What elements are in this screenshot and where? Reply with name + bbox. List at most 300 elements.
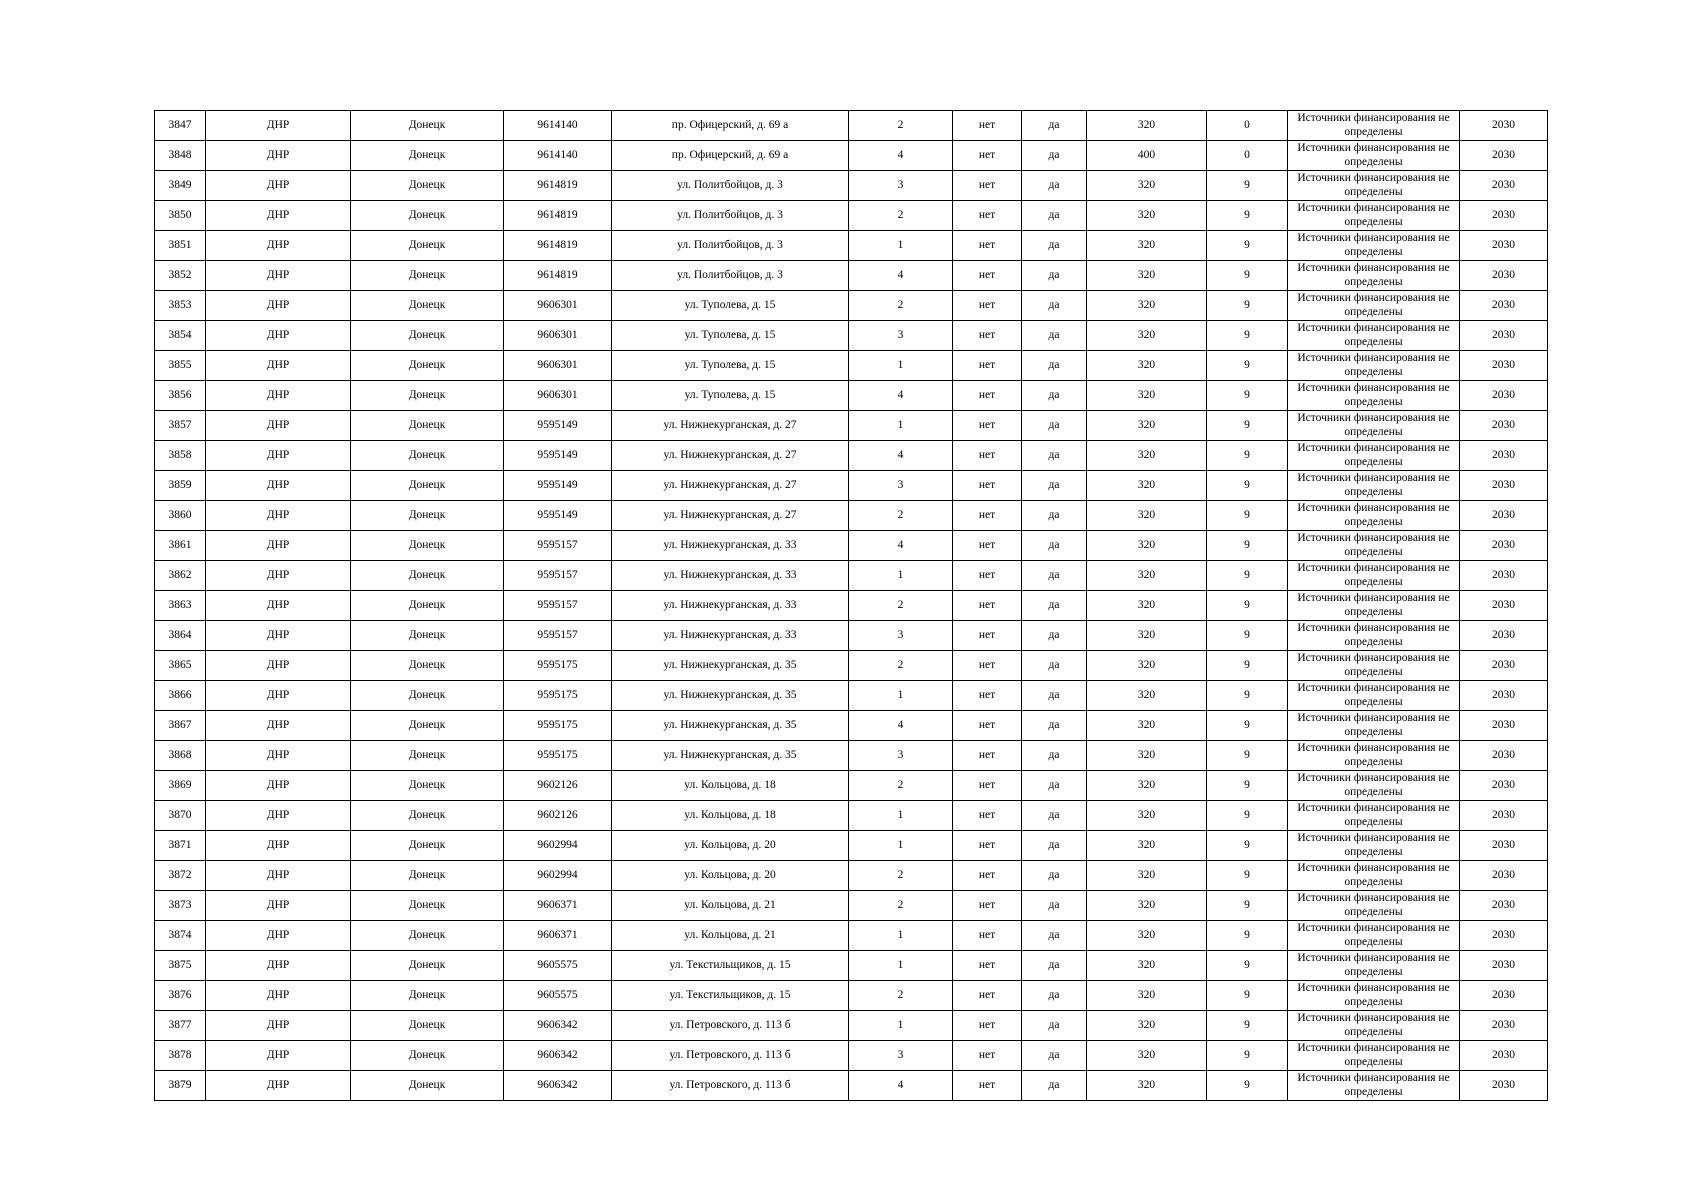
code-cell: 9606301 xyxy=(504,291,612,321)
table-row xyxy=(155,771,1548,801)
flag-cell: да xyxy=(1022,801,1087,831)
flag-cell: да xyxy=(1022,621,1087,651)
table-row xyxy=(155,1041,1548,1071)
region-cell: ДНР xyxy=(206,381,351,411)
value-cell: 9 xyxy=(1207,951,1288,981)
row-number-cell: 3851 xyxy=(155,231,206,261)
address-cell: ул. Текстильщиков, д. 15 xyxy=(612,981,849,1011)
flag-cell: да xyxy=(1022,891,1087,921)
region-cell: ДНР xyxy=(206,261,351,291)
flag-cell: нет xyxy=(953,861,1022,891)
value-cell: 9 xyxy=(1207,1011,1288,1041)
row-number-cell: 3859 xyxy=(155,471,206,501)
funding-source-cell: Источники финансирования не определены xyxy=(1288,651,1460,681)
value-cell: 320 xyxy=(1087,981,1207,1011)
value-cell: 320 xyxy=(1087,111,1207,141)
region-cell: ДНР xyxy=(206,111,351,141)
region-cell: ДНР xyxy=(206,321,351,351)
city-cell: Донецк xyxy=(351,1011,504,1041)
year-cell: 2030 xyxy=(1460,411,1548,441)
value-cell: 9 xyxy=(1207,711,1288,741)
flag-cell: да xyxy=(1022,411,1087,441)
value-cell: 9 xyxy=(1207,351,1288,381)
value-cell: 320 xyxy=(1087,441,1207,471)
flag-cell: да xyxy=(1022,351,1087,381)
city-cell: Донецк xyxy=(351,951,504,981)
region-cell: ДНР xyxy=(206,561,351,591)
city-cell: Донецк xyxy=(351,291,504,321)
year-cell: 2030 xyxy=(1460,441,1548,471)
table-row xyxy=(155,261,1548,291)
flag-cell: да xyxy=(1022,111,1087,141)
city-cell: Донецк xyxy=(351,501,504,531)
region-cell: ДНР xyxy=(206,171,351,201)
table-row xyxy=(155,381,1548,411)
code-cell: 9595175 xyxy=(504,711,612,741)
value-cell: 320 xyxy=(1087,471,1207,501)
flag-cell: нет xyxy=(953,651,1022,681)
value-cell: 1 xyxy=(849,801,953,831)
value-cell: 1 xyxy=(849,561,953,591)
address-cell: ул. Нижнекурганская, д. 33 xyxy=(612,561,849,591)
table-row xyxy=(155,351,1548,381)
address-cell: ул. Кольцова, д. 18 xyxy=(612,771,849,801)
value-cell: 9 xyxy=(1207,591,1288,621)
funding-source-cell: Источники финансирования не определены xyxy=(1288,891,1460,921)
region-cell: ДНР xyxy=(206,231,351,261)
address-cell: ул. Нижнекурганская, д. 27 xyxy=(612,411,849,441)
code-cell: 9595149 xyxy=(504,471,612,501)
code-cell: 9595175 xyxy=(504,651,612,681)
row-number-cell: 3854 xyxy=(155,321,206,351)
code-cell: 9605575 xyxy=(504,951,612,981)
address-cell: ул. Нижнекурганская, д. 35 xyxy=(612,651,849,681)
value-cell: 320 xyxy=(1087,1011,1207,1041)
row-number-cell: 3856 xyxy=(155,381,206,411)
row-number-cell: 3866 xyxy=(155,681,206,711)
year-cell: 2030 xyxy=(1460,1071,1548,1101)
value-cell: 9 xyxy=(1207,831,1288,861)
value-cell: 4 xyxy=(849,441,953,471)
code-cell: 9595175 xyxy=(504,681,612,711)
value-cell: 9 xyxy=(1207,891,1288,921)
row-number-cell: 3850 xyxy=(155,201,206,231)
address-cell: ул. Туполева, д. 15 xyxy=(612,381,849,411)
row-number-cell: 3858 xyxy=(155,441,206,471)
year-cell: 2030 xyxy=(1460,1041,1548,1071)
table-row xyxy=(155,291,1548,321)
city-cell: Донецк xyxy=(351,921,504,951)
value-cell: 3 xyxy=(849,741,953,771)
year-cell: 2030 xyxy=(1460,111,1548,141)
code-cell: 9595157 xyxy=(504,621,612,651)
table-row xyxy=(155,321,1548,351)
value-cell: 320 xyxy=(1087,921,1207,951)
table-row xyxy=(155,501,1548,531)
value-cell: 320 xyxy=(1087,771,1207,801)
code-cell: 9614819 xyxy=(504,201,612,231)
city-cell: Донецк xyxy=(351,411,504,441)
flag-cell: нет xyxy=(953,831,1022,861)
flag-cell: да xyxy=(1022,261,1087,291)
flag-cell: нет xyxy=(953,921,1022,951)
code-cell: 9602994 xyxy=(504,861,612,891)
value-cell: 9 xyxy=(1207,321,1288,351)
flag-cell: нет xyxy=(953,381,1022,411)
flag-cell: нет xyxy=(953,111,1022,141)
funding-source-cell: Источники финансирования не определены xyxy=(1288,1041,1460,1071)
address-cell: ул. Политбойцов, д. 3 xyxy=(612,171,849,201)
region-cell: ДНР xyxy=(206,861,351,891)
funding-source-cell: Источники финансирования не определены xyxy=(1288,381,1460,411)
address-cell: ул. Нижнекурганская, д. 27 xyxy=(612,501,849,531)
year-cell: 2030 xyxy=(1460,591,1548,621)
flag-cell: нет xyxy=(953,1011,1022,1041)
row-number-cell: 3865 xyxy=(155,651,206,681)
flag-cell: нет xyxy=(953,981,1022,1011)
year-cell: 2030 xyxy=(1460,381,1548,411)
value-cell: 9 xyxy=(1207,981,1288,1011)
flag-cell: нет xyxy=(953,621,1022,651)
value-cell: 320 xyxy=(1087,801,1207,831)
code-cell: 9606301 xyxy=(504,381,612,411)
region-cell: ДНР xyxy=(206,531,351,561)
value-cell: 1 xyxy=(849,681,953,711)
flag-cell: нет xyxy=(953,441,1022,471)
region-cell: ДНР xyxy=(206,291,351,321)
flag-cell: нет xyxy=(953,711,1022,741)
city-cell: Донецк xyxy=(351,831,504,861)
value-cell: 0 xyxy=(1207,141,1288,171)
row-number-cell: 3870 xyxy=(155,801,206,831)
funding-source-cell: Источники финансирования не определены xyxy=(1288,411,1460,441)
value-cell: 320 xyxy=(1087,231,1207,261)
code-cell: 9595175 xyxy=(504,741,612,771)
year-cell: 2030 xyxy=(1460,921,1548,951)
funding-source-cell: Источники финансирования не определены xyxy=(1288,921,1460,951)
funding-source-cell: Источники финансирования не определены xyxy=(1288,141,1460,171)
region-cell: ДНР xyxy=(206,711,351,741)
region-cell: ДНР xyxy=(206,951,351,981)
funding-source-cell: Источники финансирования не определены xyxy=(1288,621,1460,651)
region-cell: ДНР xyxy=(206,651,351,681)
flag-cell: нет xyxy=(953,561,1022,591)
code-cell: 9602126 xyxy=(504,801,612,831)
address-cell: ул. Нижнекурганская, д. 27 xyxy=(612,471,849,501)
flag-cell: нет xyxy=(953,471,1022,501)
flag-cell: нет xyxy=(953,531,1022,561)
value-cell: 9 xyxy=(1207,1041,1288,1071)
code-cell: 9606342 xyxy=(504,1041,612,1071)
table-row xyxy=(155,591,1548,621)
code-cell: 9606301 xyxy=(504,351,612,381)
region-cell: ДНР xyxy=(206,771,351,801)
region-cell: ДНР xyxy=(206,141,351,171)
flag-cell: да xyxy=(1022,141,1087,171)
city-cell: Донецк xyxy=(351,621,504,651)
row-number-cell: 3863 xyxy=(155,591,206,621)
table-body xyxy=(155,111,1548,1101)
flag-cell: да xyxy=(1022,381,1087,411)
flag-cell: нет xyxy=(953,171,1022,201)
region-cell: ДНР xyxy=(206,681,351,711)
value-cell: 3 xyxy=(849,171,953,201)
funding-source-cell: Источники финансирования не определены xyxy=(1288,441,1460,471)
year-cell: 2030 xyxy=(1460,171,1548,201)
code-cell: 9605575 xyxy=(504,981,612,1011)
code-cell: 9614819 xyxy=(504,171,612,201)
year-cell: 2030 xyxy=(1460,951,1548,981)
value-cell: 2 xyxy=(849,111,953,141)
address-cell: ул. Текстильщиков, д. 15 xyxy=(612,951,849,981)
table-row xyxy=(155,231,1548,261)
address-cell: ул. Петровского, д. 113 б xyxy=(612,1041,849,1071)
funding-source-cell: Источники финансирования не определены xyxy=(1288,171,1460,201)
code-cell: 9606301 xyxy=(504,321,612,351)
address-cell: ул. Кольцова, д. 21 xyxy=(612,921,849,951)
city-cell: Донецк xyxy=(351,231,504,261)
value-cell: 2 xyxy=(849,501,953,531)
table-row xyxy=(155,741,1548,771)
value-cell: 320 xyxy=(1087,1071,1207,1101)
address-cell: ул. Нижнекурганская, д. 33 xyxy=(612,531,849,561)
row-number-cell: 3868 xyxy=(155,741,206,771)
city-cell: Донецк xyxy=(351,441,504,471)
value-cell: 2 xyxy=(849,891,953,921)
region-cell: ДНР xyxy=(206,981,351,1011)
flag-cell: да xyxy=(1022,831,1087,861)
value-cell: 320 xyxy=(1087,171,1207,201)
row-number-cell: 3871 xyxy=(155,831,206,861)
value-cell: 320 xyxy=(1087,411,1207,441)
value-cell: 9 xyxy=(1207,741,1288,771)
row-number-cell: 3855 xyxy=(155,351,206,381)
city-cell: Донецк xyxy=(351,771,504,801)
region-cell: ДНР xyxy=(206,1041,351,1071)
table-row xyxy=(155,981,1548,1011)
row-number-cell: 3849 xyxy=(155,171,206,201)
value-cell: 320 xyxy=(1087,351,1207,381)
city-cell: Донецк xyxy=(351,261,504,291)
address-cell: ул. Кольцова, д. 21 xyxy=(612,891,849,921)
value-cell: 320 xyxy=(1087,261,1207,291)
flag-cell: да xyxy=(1022,591,1087,621)
value-cell: 1 xyxy=(849,351,953,381)
flag-cell: да xyxy=(1022,1011,1087,1041)
region-cell: ДНР xyxy=(206,1071,351,1101)
region-cell: ДНР xyxy=(206,1011,351,1041)
value-cell: 320 xyxy=(1087,1041,1207,1071)
funding-source-cell: Источники финансирования не определены xyxy=(1288,801,1460,831)
value-cell: 320 xyxy=(1087,501,1207,531)
value-cell: 3 xyxy=(849,321,953,351)
row-number-cell: 3872 xyxy=(155,861,206,891)
flag-cell: нет xyxy=(953,321,1022,351)
address-cell: ул. Кольцова, д. 20 xyxy=(612,831,849,861)
value-cell: 4 xyxy=(849,1071,953,1101)
flag-cell: нет xyxy=(953,591,1022,621)
address-cell: ул. Петровского, д. 113 б xyxy=(612,1011,849,1041)
row-number-cell: 3869 xyxy=(155,771,206,801)
value-cell: 1 xyxy=(849,231,953,261)
value-cell: 3 xyxy=(849,1041,953,1071)
value-cell: 1 xyxy=(849,831,953,861)
region-cell: ДНР xyxy=(206,411,351,441)
flag-cell: нет xyxy=(953,261,1022,291)
value-cell: 320 xyxy=(1087,951,1207,981)
address-cell: ул. Нижнекурганская, д. 33 xyxy=(612,621,849,651)
row-number-cell: 3873 xyxy=(155,891,206,921)
year-cell: 2030 xyxy=(1460,531,1548,561)
address-cell: пр. Офицерский, д. 69 а xyxy=(612,141,849,171)
address-cell: ул. Нижнекурганская, д. 27 xyxy=(612,441,849,471)
year-cell: 2030 xyxy=(1460,981,1548,1011)
flag-cell: нет xyxy=(953,501,1022,531)
flag-cell: нет xyxy=(953,741,1022,771)
value-cell: 4 xyxy=(849,261,953,291)
region-cell: ДНР xyxy=(206,621,351,651)
value-cell: 1 xyxy=(849,1011,953,1041)
table-row xyxy=(155,141,1548,171)
year-cell: 2030 xyxy=(1460,1011,1548,1041)
region-cell: ДНР xyxy=(206,441,351,471)
year-cell: 2030 xyxy=(1460,471,1548,501)
table-row xyxy=(155,711,1548,741)
flag-cell: да xyxy=(1022,201,1087,231)
table-row xyxy=(155,561,1548,591)
address-cell: ул. Нижнекурганская, д. 35 xyxy=(612,681,849,711)
flag-cell: нет xyxy=(953,231,1022,261)
value-cell: 2 xyxy=(849,291,953,321)
code-cell: 9595149 xyxy=(504,441,612,471)
year-cell: 2030 xyxy=(1460,351,1548,381)
year-cell: 2030 xyxy=(1460,561,1548,591)
code-cell: 9595149 xyxy=(504,411,612,441)
flag-cell: да xyxy=(1022,1041,1087,1071)
table-row xyxy=(155,951,1548,981)
row-number-cell: 3877 xyxy=(155,1011,206,1041)
row-number-cell: 3876 xyxy=(155,981,206,1011)
city-cell: Донецк xyxy=(351,201,504,231)
value-cell: 2 xyxy=(849,591,953,621)
funding-source-cell: Источники финансирования не определены xyxy=(1288,291,1460,321)
year-cell: 2030 xyxy=(1460,231,1548,261)
city-cell: Донецк xyxy=(351,1041,504,1071)
funding-source-cell: Источники финансирования не определены xyxy=(1288,201,1460,231)
flag-cell: да xyxy=(1022,531,1087,561)
city-cell: Донецк xyxy=(351,111,504,141)
flag-cell: да xyxy=(1022,921,1087,951)
city-cell: Донецк xyxy=(351,171,504,201)
address-cell: ул. Нижнекурганская, д. 35 xyxy=(612,711,849,741)
year-cell: 2030 xyxy=(1460,801,1548,831)
city-cell: Донецк xyxy=(351,741,504,771)
table-row xyxy=(155,621,1548,651)
row-number-cell: 3874 xyxy=(155,921,206,951)
funding-source-cell: Источники финансирования не определены xyxy=(1288,771,1460,801)
code-cell: 9595157 xyxy=(504,531,612,561)
value-cell: 1 xyxy=(849,951,953,981)
value-cell: 9 xyxy=(1207,771,1288,801)
address-cell: ул. Политбойцов, д. 3 xyxy=(612,261,849,291)
value-cell: 1 xyxy=(849,921,953,951)
value-cell: 9 xyxy=(1207,651,1288,681)
flag-cell: нет xyxy=(953,291,1022,321)
value-cell: 9 xyxy=(1207,681,1288,711)
value-cell: 320 xyxy=(1087,531,1207,561)
value-cell: 9 xyxy=(1207,291,1288,321)
table-row xyxy=(155,1071,1548,1101)
funding-source-cell: Источники финансирования не определены xyxy=(1288,351,1460,381)
code-cell: 9614140 xyxy=(504,141,612,171)
region-cell: ДНР xyxy=(206,801,351,831)
year-cell: 2030 xyxy=(1460,261,1548,291)
flag-cell: да xyxy=(1022,741,1087,771)
value-cell: 9 xyxy=(1207,231,1288,261)
region-cell: ДНР xyxy=(206,921,351,951)
funding-source-cell: Источники финансирования не определены xyxy=(1288,111,1460,141)
flag-cell: да xyxy=(1022,681,1087,711)
value-cell: 320 xyxy=(1087,861,1207,891)
flag-cell: да xyxy=(1022,981,1087,1011)
year-cell: 2030 xyxy=(1460,831,1548,861)
row-number-cell: 3862 xyxy=(155,561,206,591)
year-cell: 2030 xyxy=(1460,771,1548,801)
value-cell: 9 xyxy=(1207,801,1288,831)
code-cell: 9606342 xyxy=(504,1071,612,1101)
row-number-cell: 3864 xyxy=(155,621,206,651)
row-number-cell: 3853 xyxy=(155,291,206,321)
table-row xyxy=(155,201,1548,231)
address-cell: ул. Петровского, д. 113 б xyxy=(612,1071,849,1101)
row-number-cell: 3860 xyxy=(155,501,206,531)
flag-cell: да xyxy=(1022,711,1087,741)
table-row xyxy=(155,171,1548,201)
flag-cell: нет xyxy=(953,891,1022,921)
table-row xyxy=(155,831,1548,861)
value-cell: 9 xyxy=(1207,531,1288,561)
value-cell: 3 xyxy=(849,471,953,501)
flag-cell: нет xyxy=(953,1041,1022,1071)
address-cell: ул. Туполева, д. 15 xyxy=(612,321,849,351)
address-cell: ул. Нижнекурганская, д. 33 xyxy=(612,591,849,621)
address-cell: ул. Кольцова, д. 18 xyxy=(612,801,849,831)
year-cell: 2030 xyxy=(1460,741,1548,771)
value-cell: 4 xyxy=(849,711,953,741)
city-cell: Донецк xyxy=(351,1071,504,1101)
code-cell: 9606342 xyxy=(504,1011,612,1041)
flag-cell: нет xyxy=(953,771,1022,801)
value-cell: 320 xyxy=(1087,621,1207,651)
flag-cell: да xyxy=(1022,951,1087,981)
region-cell: ДНР xyxy=(206,201,351,231)
table-row xyxy=(155,1011,1548,1041)
table-row xyxy=(155,411,1548,441)
city-cell: Донецк xyxy=(351,681,504,711)
city-cell: Донецк xyxy=(351,981,504,1011)
address-cell: пр. Офицерский, д. 69 а xyxy=(612,111,849,141)
flag-cell: да xyxy=(1022,1071,1087,1101)
funding-source-cell: Источники финансирования не определены xyxy=(1288,711,1460,741)
flag-cell: нет xyxy=(953,411,1022,441)
value-cell: 9 xyxy=(1207,441,1288,471)
value-cell: 4 xyxy=(849,381,953,411)
funding-source-cell: Источники финансирования не определены xyxy=(1288,261,1460,291)
city-cell: Донецк xyxy=(351,351,504,381)
value-cell: 2 xyxy=(849,981,953,1011)
table-row xyxy=(155,891,1548,921)
table-row xyxy=(155,651,1548,681)
